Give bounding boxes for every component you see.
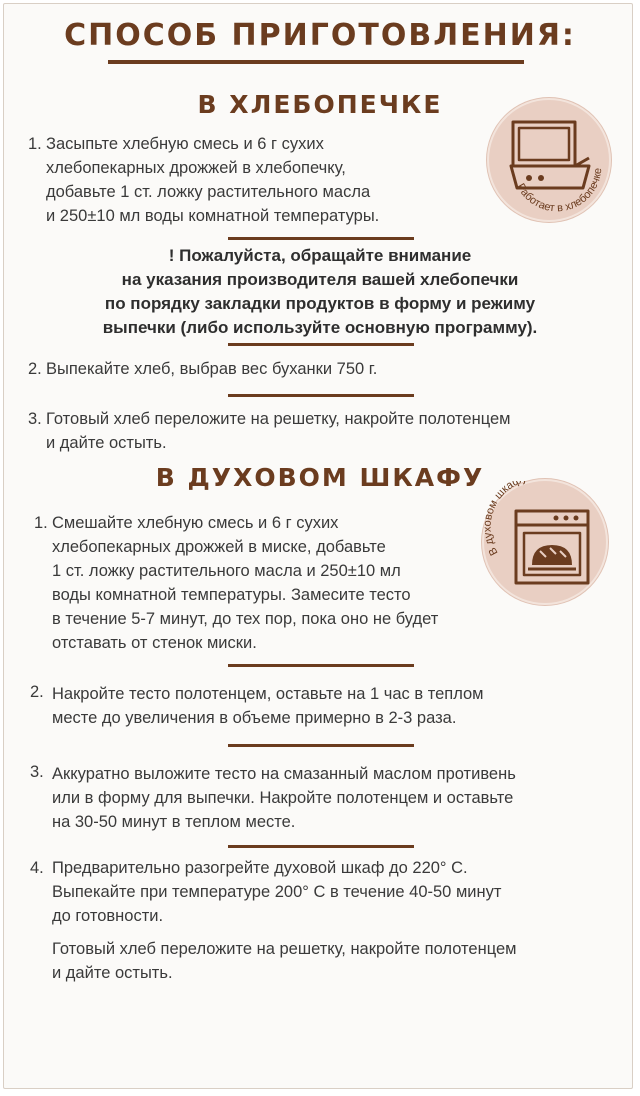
divider: [228, 845, 414, 848]
oven-icon: [484, 481, 606, 603]
oven-final-note: Готовый хлеб переложите на решетку, накройте полотенцем и дайте остыть.: [52, 940, 517, 982]
svg-text:В духовом шкафу:: В д ом шкаф: [484, 481, 524, 558]
oven-step-1-number: 1.: [34, 514, 48, 532]
oven-step-2-number: 2.: [30, 683, 44, 701]
title-underline: [108, 60, 524, 64]
bread-maker-heading: В ХЛЕБОПЕЧКЕ: [197, 90, 443, 119]
divider: [228, 744, 414, 747]
bm-step-1-text: Засыпьте хлебную смесь и 6 г сухих хлебопекарных дрожжей в хлебопечку, добавьте 1 ст. ложку растительного масла и 250±10 мл воды комнатной температуры.: [46, 135, 380, 225]
divider: [228, 394, 414, 397]
oven-heading: В ДУХОВОМ ШКАФУ: [155, 463, 485, 492]
bread-maker-icon: [489, 100, 609, 220]
page-title: СПОСОБ ПРИГОТОВЛЕНИЯ:: [64, 18, 576, 53]
oven-step-2-text: Накройте тесто полотенцем, оставьте на 1 час в теплом месте до увеличения в объеме примерно в 2-3 раза.: [52, 685, 484, 727]
bm-step-2-number: 2.: [28, 360, 42, 378]
oven-badge: [482, 479, 608, 605]
bm-step-3-text: Готовый хлеб переложите на решетку, накройте полотенцем и дайте остыть.: [46, 410, 511, 452]
bm-step-1-number: 1.: [28, 135, 42, 153]
oven-step-4-text: Предварительно разогрейте духовой шкаф до 220° С. Выпекайте при температуре 200° С в течение 40-50 минут до готовности.: [52, 859, 502, 925]
bread-maker-badge: [487, 98, 611, 222]
divider: [228, 237, 414, 240]
divider: [228, 664, 414, 667]
bm-step-3-number: 3.: [28, 410, 42, 428]
oven-step-3-text: Аккуратно выложите тесто на смазанный маслом противень или в форму для выпечки. Накройте полотенцем и оставьте на 30-50 минут в теплом месте.: [52, 765, 516, 831]
bread-maker-notice: ! Пожалуйста, обращайте внимание на указания производителя вашей хлебопечки по порядку закладки продуктов в форму и режиму выпечки (либо используйте основную программу).: [102, 246, 538, 337]
oven-step-3-number: 3.: [30, 763, 44, 781]
oven-step-1-text: Смешайте хлебную смесь и 6 г сухих хлебопекарных дрожжей в миске, добавьте 1 ст. ложку растительного масла и 250±10 мл воды комнатной температуры. Замесите тесто в течение 5-7 минут, до тех пор, пока оно не будет отставать от стенок миски.: [52, 514, 439, 652]
svg-text:Работает в хлебопечке: Работает в хлебопечке: [514, 167, 605, 215]
bm-step-2-text: Выпекайте хлеб, выбрав вес буханки 750 г.: [46, 360, 378, 378]
divider: [228, 343, 414, 346]
oven-step-4-number: 4.: [30, 859, 44, 877]
